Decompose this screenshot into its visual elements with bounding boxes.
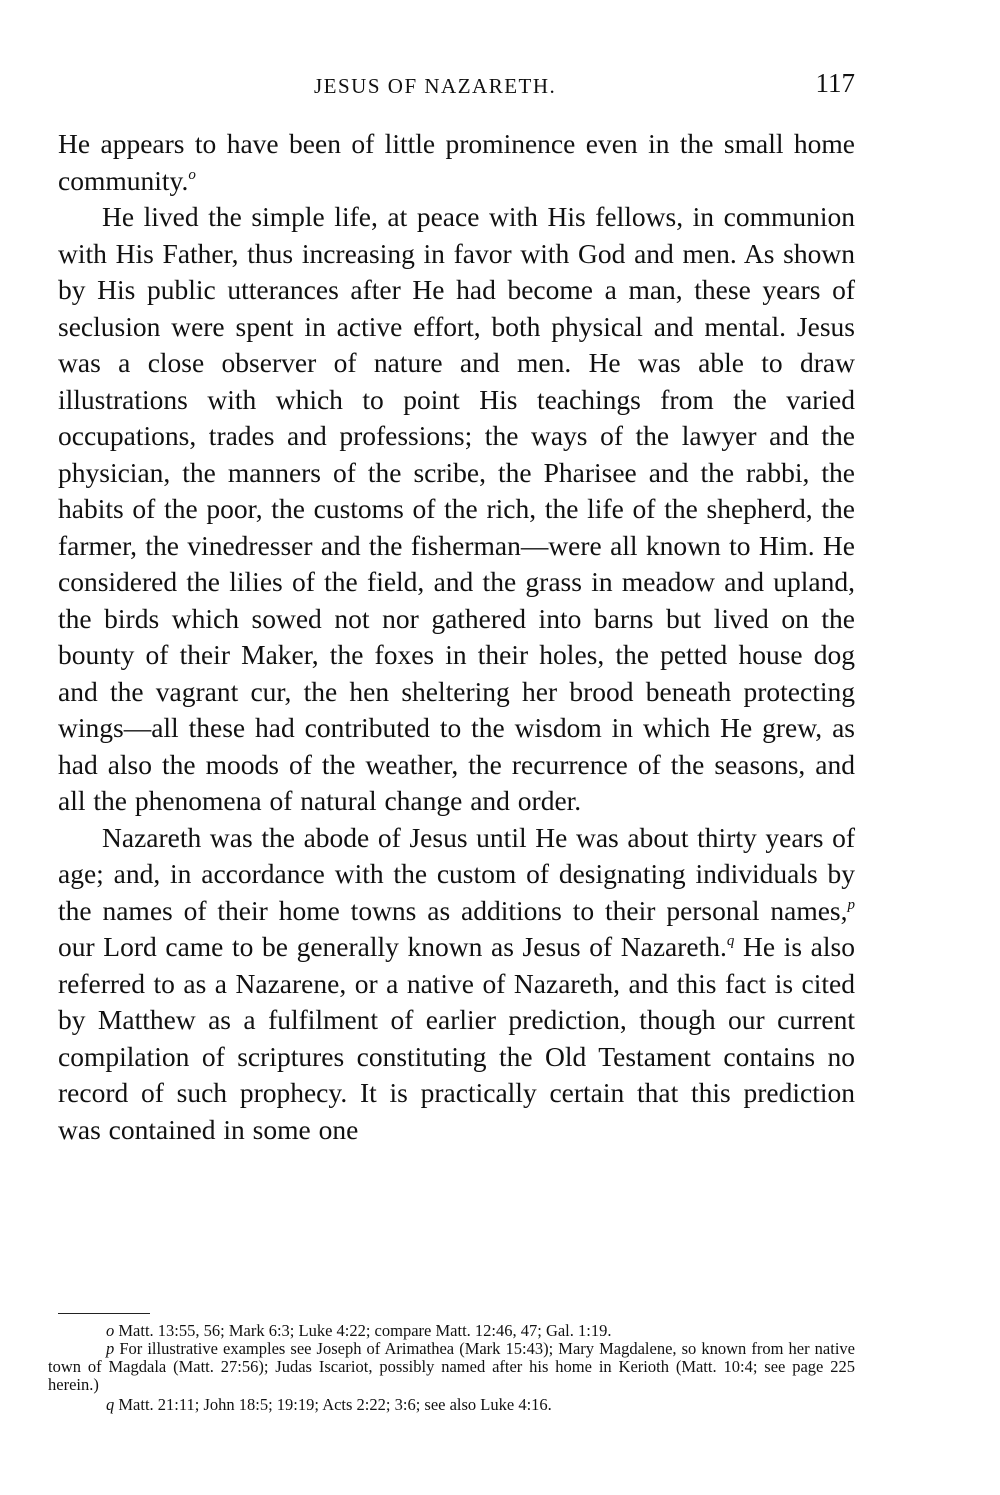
footnote-ref-o: o bbox=[188, 166, 196, 183]
paragraph-2-text: He lived the simple life, at peace with His fellows, in communion with His Father, thus increasing in favor with God and men. As shown by His public utterances after He had become a man, these years of seclusion were spent in active effort, both physical and mental. Jesus was a close observer of nature and men. He was able to draw illustrations with which to point His teachings from the varied occupations, trades and professions; the ways of the lawyer and the physician, the manners of the scribe, the Pharisee and the rabbi, the habits of the poor, the customs of the rich, the life of the shepherd, the farmer, the vinedresser and the fisherman—were all known to Him. He considered the lilies of the field, and the grass in meadow and upland, the birds which sowed not nor gathered into barns but lived on the bounty of their Maker, the foxes in their holes, the petted house dog and the vagrant cur, the hen sheltering her brood beneath protecting wings—all these had contributed to the wisdom in which He grew, as had also the moods of the weather, the recurrence of the seasons, and all the phenomena of natural change and order. bbox=[58, 201, 855, 816]
footnote-ref-p: p bbox=[847, 896, 855, 913]
footnote-marker: p bbox=[106, 1339, 115, 1358]
footnote-marker: q bbox=[106, 1395, 115, 1414]
paragraph-1 bbox=[58, 126, 855, 199]
footnote-p bbox=[48, 1340, 855, 1394]
running-title: JESUS OF NAZARETH. bbox=[314, 74, 557, 98]
footnote-marker: o bbox=[106, 1321, 115, 1340]
paragraph-1-text: He appears to have been of little prominence even in the small home community. bbox=[58, 128, 855, 196]
paragraph-3-text-a: Nazareth was the abode of Jesus until He was about thirty years of age; and, in accordance with the custom of designating individuals by the names of their home towns as additions to their personal names, bbox=[58, 821, 855, 926]
footnote-text: Matt. 21:11; John 18:5; 19:19; Acts 2:22; 3:6; see also Luke 4:16. bbox=[114, 1395, 552, 1414]
footnote-text: For illustrative examples see Joseph of Arimathea (Mark 15:43); Mary Magdalene, so known from her native town of Magdala (Matt. 27:56); Judas Iscariot, possibly named after his home in Kerioth (Matt. 10:4; see page 225 herein.) bbox=[48, 1339, 855, 1394]
paragraph-2 bbox=[58, 199, 855, 820]
footnote-o bbox=[48, 1322, 855, 1340]
footnotes bbox=[48, 1322, 855, 1414]
paragraph-3-text-c: He is also referred to as a Nazarene, or a native of Nazareth, and this fact is cited by Matthew as a fulfilment of earlier prediction, though our current compilation of scriptures constituting the Old Testament contains no record of such prophecy. It is practically certain that this prediction was contained in some one bbox=[58, 931, 855, 1145]
footnote-q bbox=[48, 1394, 855, 1414]
paragraph-3 bbox=[58, 820, 855, 1149]
footnote-text: Matt. 13:55, 56; Mark 6:3; Luke 4:22; compare Matt. 12:46, 47; Gal. 1:19. bbox=[114, 1321, 612, 1340]
page-header bbox=[58, 68, 855, 108]
footnote-ref-q: q bbox=[726, 933, 735, 949]
paragraph-3-text-b: our Lord came to be generally known as Jesus of Nazareth. bbox=[58, 931, 727, 962]
body-text bbox=[58, 126, 855, 1148]
footnote-divider bbox=[58, 1313, 150, 1314]
page-number: 117 bbox=[815, 68, 855, 98]
